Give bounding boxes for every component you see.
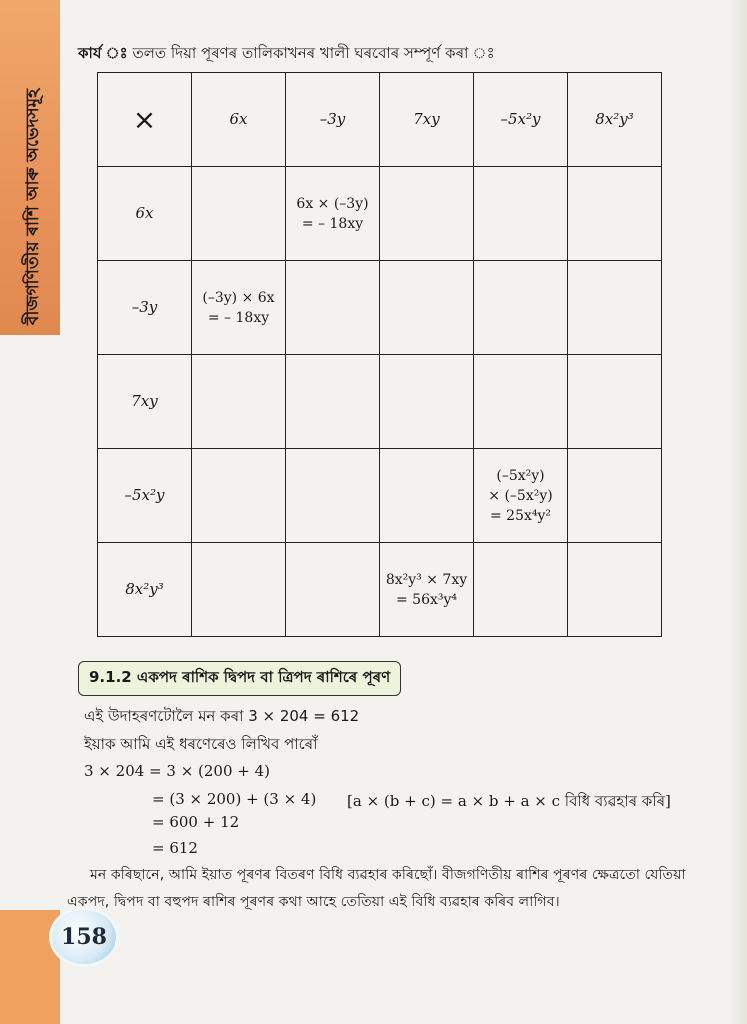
equation-line: = 612 (152, 839, 198, 857)
column-header: 8x²y³ (568, 73, 662, 167)
chapter-title: বীজগণিতীয় ৰাশি আৰু অভেদসমূহ (23, 88, 43, 325)
table-row (98, 355, 662, 449)
column-header: 6x (192, 73, 286, 167)
empty-cell (474, 543, 568, 637)
empty-cell (286, 355, 380, 449)
cell-text: 6x × (–3y) = – 18xy (296, 195, 369, 232)
equation-line: = (3 × 200) + (3 × 4) (152, 790, 317, 808)
empty-cell (568, 167, 662, 261)
column-header: –3y (286, 73, 380, 167)
example-line: ইয়াক আমি এই ধৰণেৰেও লিখিব পাৰোঁ (84, 735, 318, 753)
page-number: 158 (52, 910, 116, 964)
empty-cell (568, 543, 662, 637)
paragraph-line: একপদ, দ্বিপদ বা বহুপদ ৰাশিৰ পূৰণৰ কথা আহে তেতিয়া এই বিধি ব্যৱহাৰ কৰিব লাগিব। (67, 894, 560, 910)
row-header: –3y (98, 261, 192, 355)
activity-instruction (78, 42, 678, 67)
empty-cell (380, 449, 474, 543)
table-header-row (98, 73, 662, 167)
example-line: এই উদাহৰণটোলৈ মন কৰা 3 × 204 = 612 (84, 707, 360, 725)
column-header: 7xy (380, 73, 474, 167)
product-cell (286, 167, 380, 261)
product-cell (380, 543, 474, 637)
empty-cell (380, 261, 474, 355)
product-cell (192, 261, 286, 355)
table-row (98, 449, 662, 543)
page-corner-band (0, 910, 60, 1024)
row-header: 6x (98, 167, 192, 261)
empty-cell (568, 355, 662, 449)
distributive-rule-note: [a × (b + c) = a × b + a × c বিধি ব্যৱহাৰ কৰি] (347, 792, 671, 810)
row-header: –5x²y (98, 449, 192, 543)
empty-cell (474, 261, 568, 355)
empty-cell (286, 543, 380, 637)
empty-cell (568, 449, 662, 543)
cell-text: (–3y) × 6x = – 18xy (202, 289, 275, 326)
activity-label: কাৰ্য ঃ (78, 44, 128, 62)
empty-cell (192, 543, 286, 637)
empty-cell (192, 449, 286, 543)
table-row (98, 261, 662, 355)
equation-line: = 600 + 12 (152, 813, 240, 831)
empty-cell (568, 261, 662, 355)
page-edge (729, 0, 747, 1024)
activity-text: তলত দিয়া পূৰণৰ তালিকাখনৰ খালী ঘৰবোৰ সম্পূৰ্ণ কৰা ঃ (132, 44, 495, 62)
row-header: 7xy (98, 355, 192, 449)
empty-cell (474, 355, 568, 449)
cell-text: (–5x²y) × (–5x²y) = 25x⁴y² (488, 467, 553, 524)
empty-cell (286, 449, 380, 543)
cell-text: 8x²y³ × 7xy = 56x³y⁴ (385, 571, 468, 608)
empty-cell (380, 167, 474, 261)
empty-cell (192, 355, 286, 449)
times-symbol: × (98, 73, 192, 167)
empty-cell (192, 167, 286, 261)
table-row (98, 167, 662, 261)
equation-line: 3 × 204 = 3 × (200 + 4) (84, 762, 271, 780)
product-cell (474, 449, 568, 543)
section-heading: 9.1.2 একপদ ৰাশিক দ্বিপদ বা ত্ৰিপদ ৰাশিৰে পূৰণ (78, 661, 401, 696)
empty-cell (286, 261, 380, 355)
column-header: –5x²y (474, 73, 568, 167)
table-row (98, 543, 662, 637)
row-header: 8x²y³ (98, 543, 192, 637)
empty-cell (380, 355, 474, 449)
empty-cell (474, 167, 568, 261)
multiplication-table (97, 72, 662, 637)
paragraph-line: মন কৰিছানে, আমি ইয়াত পূৰণৰ বিতৰণ বিধি ব্যৱহাৰ কৰিছোঁ। বীজগণিতীয় ৰাশিৰ পূৰণৰ ক্ষেত্ৰতো যেতিয়া (90, 867, 686, 883)
